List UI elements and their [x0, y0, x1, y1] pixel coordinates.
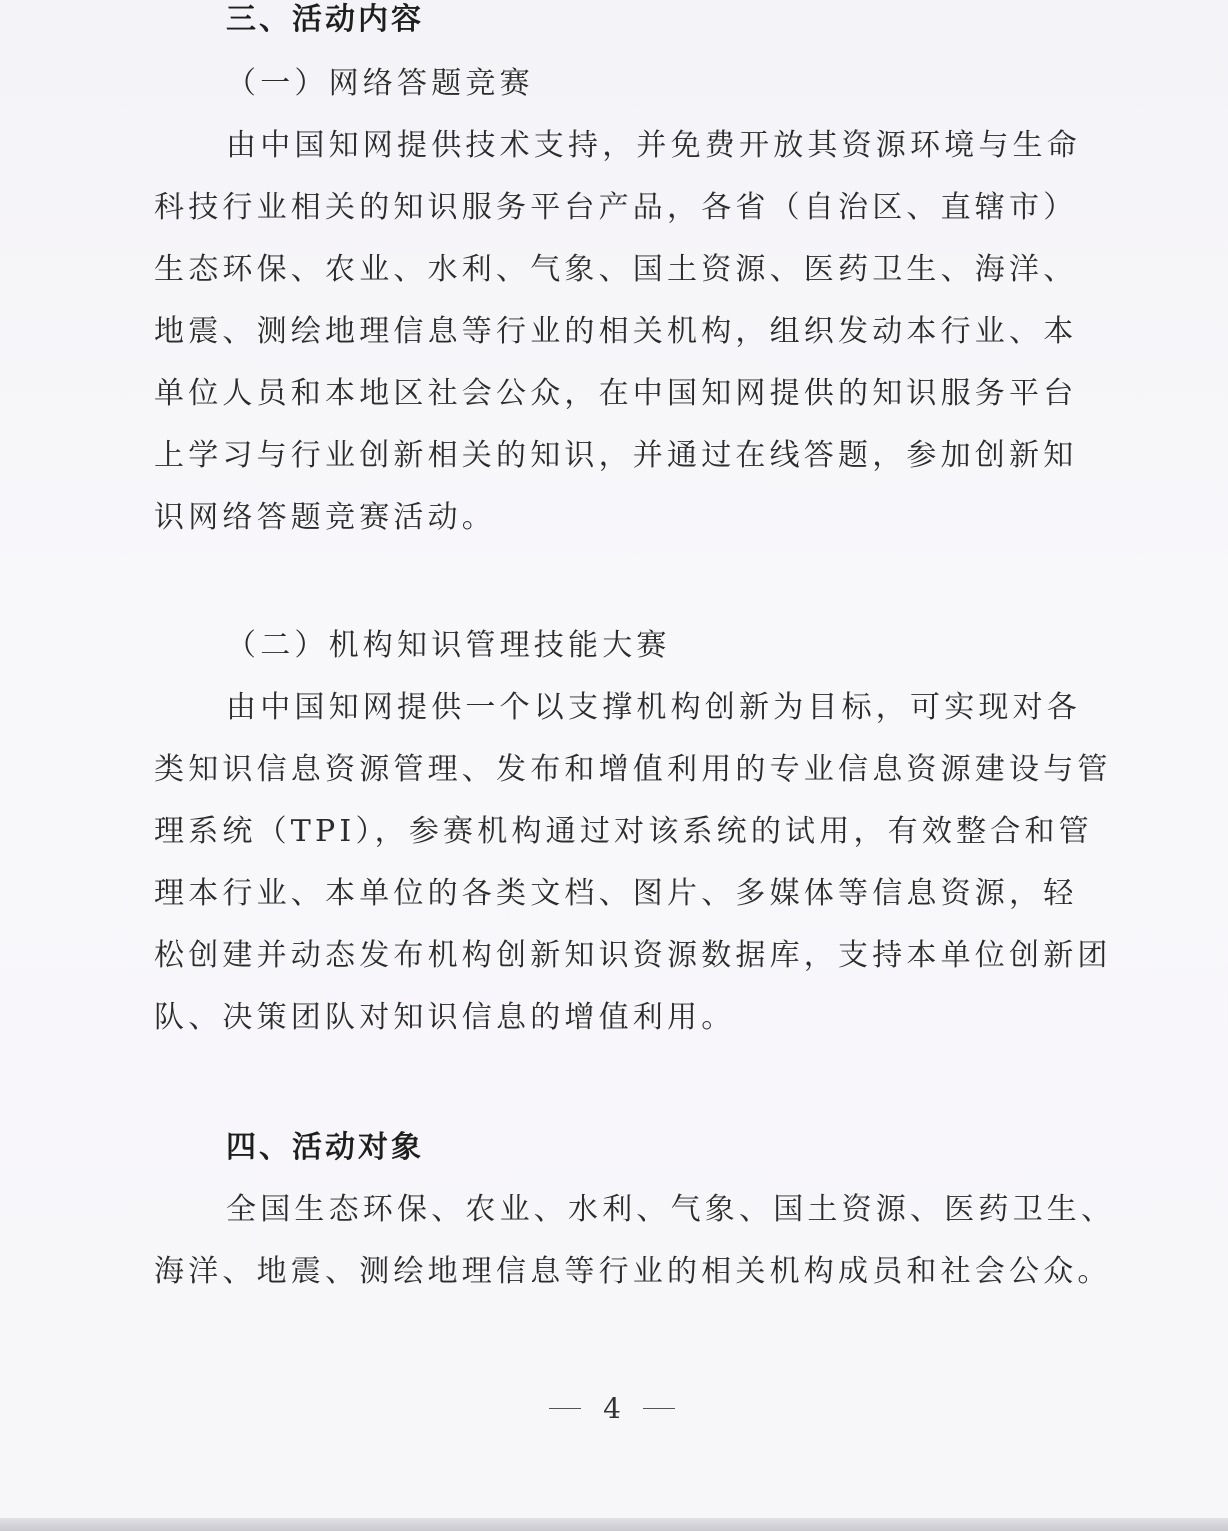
paragraph-line: 上学习与行业创新相关的知识，并通过在线答题，参加创新知 — [154, 438, 1078, 473]
page-number-left-dash — [549, 1408, 581, 1409]
paragraph-line: 理本行业、本单位的各类文档、图片、多媒体等信息资源，轻 — [154, 876, 1078, 911]
paragraph-line: 识网络答题竞赛活动。 — [154, 500, 496, 535]
paragraph-line: 类知识信息资源管理、发布和增值利用的专业信息资源建设与管 — [154, 752, 1112, 787]
subsection-title-knowledge-management-contest: （二）机构知识管理技能大赛 — [226, 628, 671, 663]
section-heading-activity-content: 三、活动内容 — [226, 2, 424, 37]
paragraph-line: 由中国知网提供一个以支撑机构创新为目标，可实现对各 — [226, 690, 1081, 725]
paragraph-line: 队、决策团队对知识信息的增值利用。 — [154, 1000, 736, 1035]
paragraph-line: 科技行业相关的知识服务平台产品，各省（自治区、直辖市） — [154, 190, 1078, 225]
section-heading-activity-target: 四、活动对象 — [226, 1130, 424, 1165]
scan-edge — [0, 1518, 1228, 1531]
paragraph-line: 海洋、地震、测绘地理信息等行业的相关机构成员和社会公众。 — [154, 1254, 1112, 1289]
paragraph-line: 松创建并动态发布机构创新知识资源数据库，支持本单位创新团 — [154, 938, 1112, 973]
page-number-value: 4 — [603, 1391, 621, 1425]
subsection-title-online-quiz: （一）网络答题竞赛 — [226, 66, 534, 101]
paragraph-line: 由中国知网提供技术支持，并免费开放其资源环境与生命 — [226, 128, 1081, 163]
paragraph-line: 单位人员和本地区社会公众，在中国知网提供的知识服务平台 — [154, 376, 1078, 411]
page-number — [527, 1388, 697, 1428]
paragraph-line: 生态环保、农业、水利、气象、国土资源、医药卫生、海洋、 — [154, 252, 1078, 287]
paragraph-line: 全国生态环保、农业、水利、气象、国土资源、医药卫生、 — [226, 1192, 1116, 1227]
paragraph-line: 理系统（TPI），参赛机构通过对该系统的试用，有效整合和管 — [154, 814, 1093, 849]
page-number-right-dash — [643, 1408, 675, 1409]
paragraph-line: 地震、测绘地理信息等行业的相关机构，组织发动本行业、本 — [154, 314, 1078, 349]
